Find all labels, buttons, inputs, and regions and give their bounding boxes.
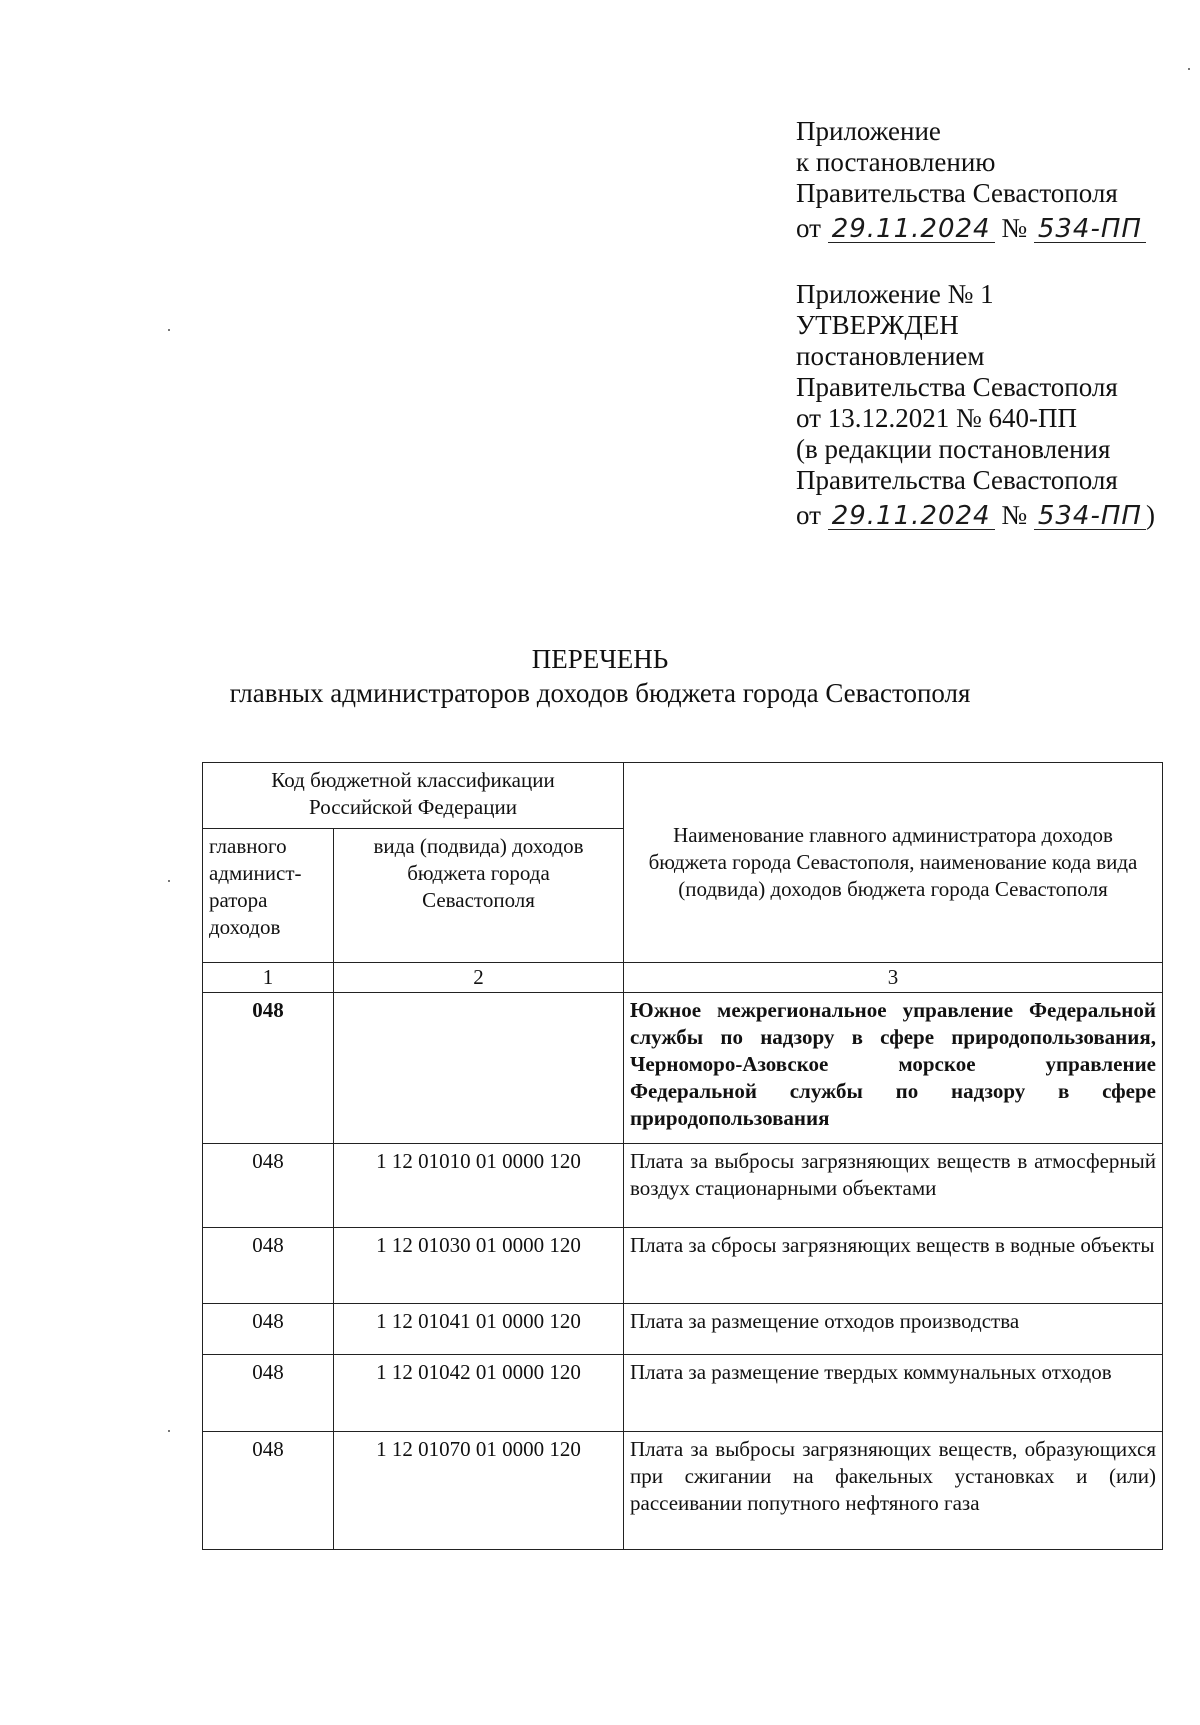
appendix-header bbox=[796, 116, 1146, 244]
row-name: Плата за выбросы загрязняющих веществ, образующихся при сжигании на факельных установках и (или) рассеивании попутного нефтяного газа bbox=[624, 1432, 1163, 1550]
handwritten-number: 534-ПП bbox=[1034, 503, 1146, 530]
approval-date-line: от 29.11.2024 № 534-ПП ) bbox=[796, 500, 1155, 531]
scan-speck bbox=[168, 329, 170, 331]
header-col-1: главного админист-ратора доходов bbox=[203, 829, 334, 963]
header-col-3: Наименование главного администратора доходов бюджета города Севастополя, наименование кода вида (подвида) доходов бюджета города Севастополя bbox=[624, 763, 1163, 963]
table-row bbox=[203, 993, 1163, 1144]
row-income-code: 1 12 01030 01 0000 120 bbox=[334, 1228, 624, 1304]
row-name: Плата за выбросы загрязняющих веществ в атмосферный воздух стационарными объектами bbox=[624, 1144, 1163, 1228]
row-income-code: 1 12 01010 01 0000 120 bbox=[334, 1144, 624, 1228]
approval-line-1: Приложение № 1 bbox=[796, 279, 994, 309]
approval-line-3: постановлением bbox=[796, 341, 985, 371]
row-income-code: 1 12 01041 01 0000 120 bbox=[334, 1304, 624, 1355]
approval-line-4: Правительства Севастополя bbox=[796, 372, 1118, 402]
row-admin-code: 048 bbox=[203, 1144, 334, 1228]
header-budget-classification: Код бюджетной классификации Российской Федерации bbox=[203, 763, 624, 829]
row-name: Плата за сбросы загрязняющих веществ в водные объекты bbox=[624, 1228, 1163, 1304]
table-row bbox=[203, 1228, 1163, 1304]
document-title: ПЕРЕЧЕНЬ bbox=[531, 644, 669, 674]
appendix-line-1: Приложение bbox=[796, 116, 941, 146]
row-admin-code: 048 bbox=[203, 993, 334, 1144]
col-number-1: 1 bbox=[203, 963, 334, 993]
table-row bbox=[203, 1432, 1163, 1550]
table-row bbox=[203, 1144, 1163, 1228]
row-admin-code: 048 bbox=[203, 1432, 334, 1550]
row-name: Плата за размещение отходов производства bbox=[624, 1304, 1163, 1355]
table-row bbox=[203, 1355, 1163, 1432]
row-name: Плата за размещение твердых коммунальных отходов bbox=[624, 1355, 1163, 1432]
header-col-2: вида (подвида) доходов бюджета города Севастополя bbox=[334, 829, 624, 963]
row-admin-code: 048 bbox=[203, 1355, 334, 1432]
approval-line-2: УТВЕРЖДЕН bbox=[796, 310, 959, 340]
document-subtitle: главных администраторов доходов бюджета города Севастополя bbox=[229, 678, 971, 708]
approval-line-6: (в редакции постановления bbox=[796, 434, 1111, 464]
handwritten-number: 534-ПП bbox=[1034, 216, 1146, 243]
row-income-code: 1 12 01042 01 0000 120 bbox=[334, 1355, 624, 1432]
scan-speck bbox=[168, 880, 170, 882]
row-income-code: 1 12 01070 01 0000 120 bbox=[334, 1432, 624, 1550]
col-number-3: 3 bbox=[624, 963, 1163, 993]
approval-line-5: от 13.12.2021 № 640-ПП bbox=[796, 403, 1077, 433]
row-admin-code: 048 bbox=[203, 1304, 334, 1355]
handwritten-date: 29.11.2024 bbox=[828, 216, 995, 243]
row-admin-code: 048 bbox=[203, 1228, 334, 1304]
row-name: Южное межрегиональное управление Федеральной службы по надзору в сфере природопользования, Черноморо-Азовское морское управление Федеральной службы по надзору в сфере природопользования bbox=[624, 993, 1163, 1144]
approval-line-7: Правительства Севастополя bbox=[796, 465, 1118, 495]
scan-speck bbox=[1188, 68, 1190, 70]
col-number-2: 2 bbox=[334, 963, 624, 993]
appendix-line-2: к постановлению bbox=[796, 147, 996, 177]
handwritten-date: 29.11.2024 bbox=[828, 503, 995, 530]
table-row bbox=[203, 1304, 1163, 1355]
row-income-code bbox=[334, 993, 624, 1144]
revenue-administrators-table bbox=[202, 762, 1163, 1550]
scan-speck bbox=[168, 1430, 170, 1432]
appendix-line-3: Правительства Севастополя bbox=[796, 178, 1118, 208]
appendix-date-line: от 29.11.2024 № 534-ПП bbox=[796, 213, 1146, 244]
approval-block bbox=[796, 279, 1155, 531]
